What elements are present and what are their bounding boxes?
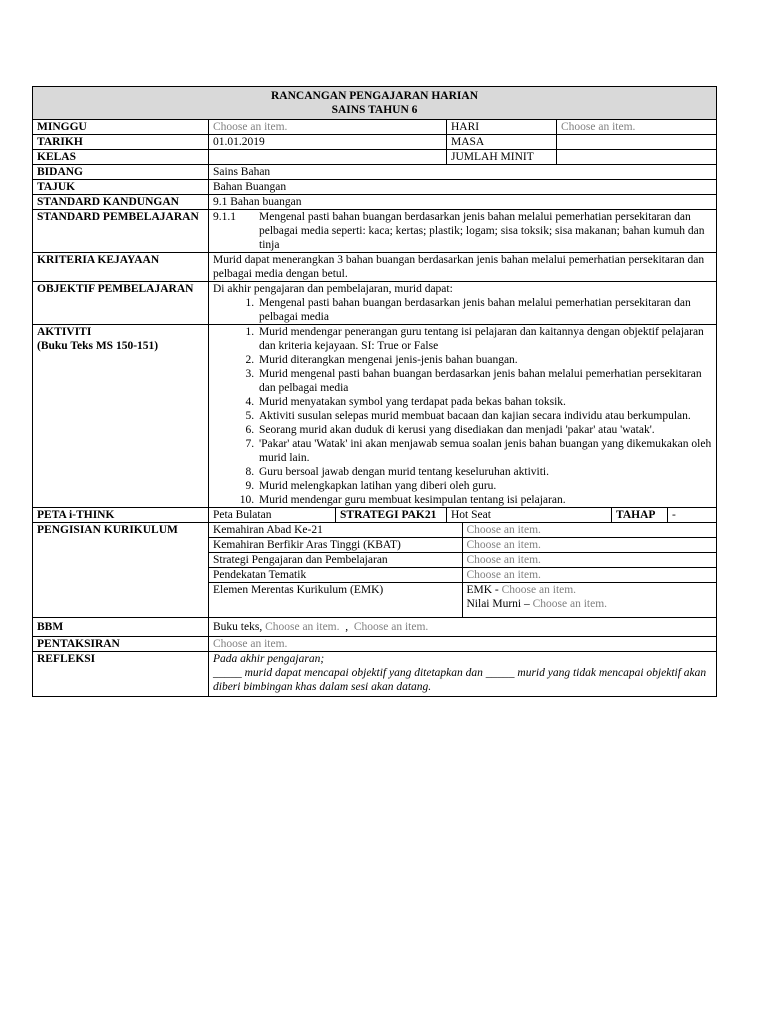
pendekatan-tematik-label: Pendekatan Tematik [209, 568, 462, 583]
standard-pembelajaran-text: Mengenal pasti bahan buangan berdasarkan jenis bahan melalui pemerhatian persekitaran dan pelbagai media seperti: kaca; kertas; plastik; logam; sisa toksik; sisa makanan; bahan kumuh dan tinja [259, 211, 705, 251]
kemahiran-abad-21-dropdown[interactable]: Choose an item. [462, 523, 716, 538]
objektif-item: 1. Mengenal pasti bahan buangan berdasarkan jenis bahan melalui pemerhatian persekitaran dan pelbagai media [257, 296, 712, 324]
refleksi-label: REFLEKSI [33, 652, 209, 697]
aktiviti-item: 5. Aktiviti susulan selepas murid membuat bacaan dan kajian secara individu atau berkumpulan. [257, 409, 712, 423]
tajuk-label: TAJUK [33, 180, 209, 195]
bbm-cell [209, 618, 717, 637]
nilai-murni-dropdown[interactable]: Choose an item. [532, 598, 608, 610]
minggu-label: MINGGU [33, 120, 209, 135]
pentaksiran-label: PENTAKSIRAN [33, 637, 209, 652]
emk-dropdown[interactable]: Choose an item. [501, 584, 577, 596]
peta-ithink-value[interactable]: Peta Bulatan [209, 508, 336, 523]
aktiviti-item: 10. Murid mendengar guru membuat kesimpulan tentang isi pelajaran. [257, 493, 712, 507]
pentaksiran-dropdown[interactable]: Choose an item. [209, 637, 717, 652]
masa-label: MASA [447, 135, 557, 150]
pengisian-kurikulum-label: PENGISIAN KURIKULUM [33, 523, 209, 618]
standard-pembelajaran-cell[interactable] [209, 210, 717, 253]
strategi-pdp-dropdown[interactable]: Choose an item. [462, 553, 716, 568]
aktiviti-label-cell [33, 325, 209, 508]
masa-value[interactable] [557, 135, 717, 150]
bbm-dropdown-1[interactable]: Choose an item. [265, 621, 340, 633]
aktiviti-item: 4. Murid menyatakan symbol yang terdapat pada bekas bahan toksik. [257, 395, 712, 409]
title-line-2: SAINS TAHUN 6 [331, 104, 418, 116]
kbat-label: Kemahiran Berfikir Aras Tinggi (KBAT) [209, 538, 462, 553]
title-line-1: RANCANGAN PENGAJARAN HARIAN [271, 90, 478, 102]
standard-kandungan-label: STANDARD KANDUNGAN [33, 195, 209, 210]
tahap-value[interactable]: - [667, 508, 716, 522]
aktiviti-list [213, 325, 712, 507]
bbm-dropdown-2[interactable]: Choose an item. [353, 621, 429, 633]
standard-kandungan-value[interactable]: 9.1 Bahan buangan [209, 195, 717, 210]
objektif-label: OBJEKTIF PEMBELAJARAN [33, 282, 209, 325]
aktiviti-cell[interactable] [209, 325, 717, 508]
document-title [33, 87, 717, 120]
pengisian-kurikulum-cell [209, 523, 717, 618]
tajuk-value[interactable]: Bahan Buangan [209, 180, 717, 195]
aktiviti-item: 6. Seorang murid akan duduk di kerusi yang disediakan dan menjadi 'pakar' atau 'watak'. [257, 423, 712, 437]
tarikh-value[interactable]: 01.01.2019 [209, 135, 447, 150]
kemahiran-abad-21-label: Kemahiran Abad Ke-21 [209, 523, 462, 538]
hari-label: HARI [447, 120, 557, 135]
aktiviti-item [257, 325, 712, 353]
jumlah-minit-label: JUMLAH MINIT [447, 150, 557, 165]
bidang-value[interactable]: Sains Bahan [209, 165, 717, 180]
lesson-plan-document [32, 86, 716, 697]
tahap-label: TAHAP [616, 509, 656, 521]
objektif-cell[interactable] [209, 282, 717, 325]
aktiviti-item-text: Murid mendengar penerangan guru tentang isi pelajaran dan kaitannya dengan objektif pelajaran dan kriteria kejayaan. [259, 326, 704, 352]
kriteria-kejayaan-value[interactable]: Murid dapat menerangkan 3 bahan buangan berdasarkan jenis bahan melalui pemerhatian persekitaran dan pelbagai media dengan betul. [209, 253, 717, 282]
standard-pembelajaran-number: 9.1.1 [213, 211, 236, 223]
aktiviti-item: 3. Murid mengenal pasti bahan buangan berdasarkan jenis bahan melalui pemerhatian persekitaran dan pelbagai media [257, 367, 712, 395]
jumlah-minit-value[interactable] [557, 150, 717, 165]
tahap-cell [612, 508, 717, 523]
objektif-list [213, 296, 712, 324]
aktiviti-item: 2. Murid diterangkan mengenai jenis-jenis bahan buangan. [257, 353, 712, 367]
emk-prefix: EMK - [466, 584, 499, 596]
pendekatan-tematik-dropdown[interactable]: Choose an item. [462, 568, 716, 583]
refleksi-line-1: Pada akhir pengajaran; [213, 653, 325, 665]
aktiviti-si-note: SI: True or False [361, 340, 439, 352]
bbm-separator: , [345, 621, 349, 633]
strategi-pdp-label: Strategi Pengajaran dan Pembelajaran [209, 553, 462, 568]
refleksi-cell[interactable] [209, 652, 717, 697]
objektif-intro: Di akhir pengajaran dan pembelajaran, murid dapat: [213, 283, 453, 295]
pengisian-kurikulum-table [209, 523, 716, 617]
kelas-label: KELAS [33, 150, 209, 165]
minggu-dropdown[interactable]: Choose an item. [209, 120, 447, 135]
standard-pembelajaran-label: STANDARD PEMBELAJARAN [33, 210, 209, 253]
lesson-plan-table [32, 86, 717, 697]
bbm-label: BBM [33, 618, 209, 637]
emk-label: Elemen Merentas Kurikulum (EMK) [213, 584, 384, 596]
bidang-label: BIDANG [33, 165, 209, 180]
emk-cell [462, 583, 716, 618]
peta-ithink-label: PETA i-THINK [33, 508, 209, 523]
nilai-murni-prefix: Nilai Murni – [466, 598, 530, 610]
aktiviti-sublabel: (Buku Teks MS 150-151) [37, 340, 159, 352]
kriteria-kejayaan-label: KRITERIA KEJAYAAN [33, 253, 209, 282]
aktiviti-item: 8. Guru bersoal jawab dengan murid tentang keseluruhan aktiviti. [257, 465, 712, 479]
strategi-pak21-label: STRATEGI PAK21 [336, 508, 447, 523]
aktiviti-item: 9. Murid melengkapkan latihan yang diberi oleh guru. [257, 479, 712, 493]
hari-dropdown[interactable]: Choose an item. [557, 120, 717, 135]
strategi-pak21-value[interactable]: Hot Seat [447, 508, 612, 523]
aktiviti-label: AKTIVITI [37, 326, 92, 338]
tarikh-label: TARIKH [33, 135, 209, 150]
bbm-prefix: Buku teks, [213, 621, 263, 633]
refleksi-line-2: _____ murid dapat mencapai objektif yang ditetapkan dan _____ murid yang tidak mencapai objektif akan diberi bimbingan khas dalam sesi akan datang. [213, 667, 707, 693]
kbat-dropdown[interactable]: Choose an item. [462, 538, 716, 553]
kelas-value[interactable] [209, 150, 447, 165]
aktiviti-item: 7. 'Pakar' atau 'Watak' ini akan menjawab semua soalan jenis bahan buangan yang dikemukakan oleh murid lain. [257, 437, 712, 465]
